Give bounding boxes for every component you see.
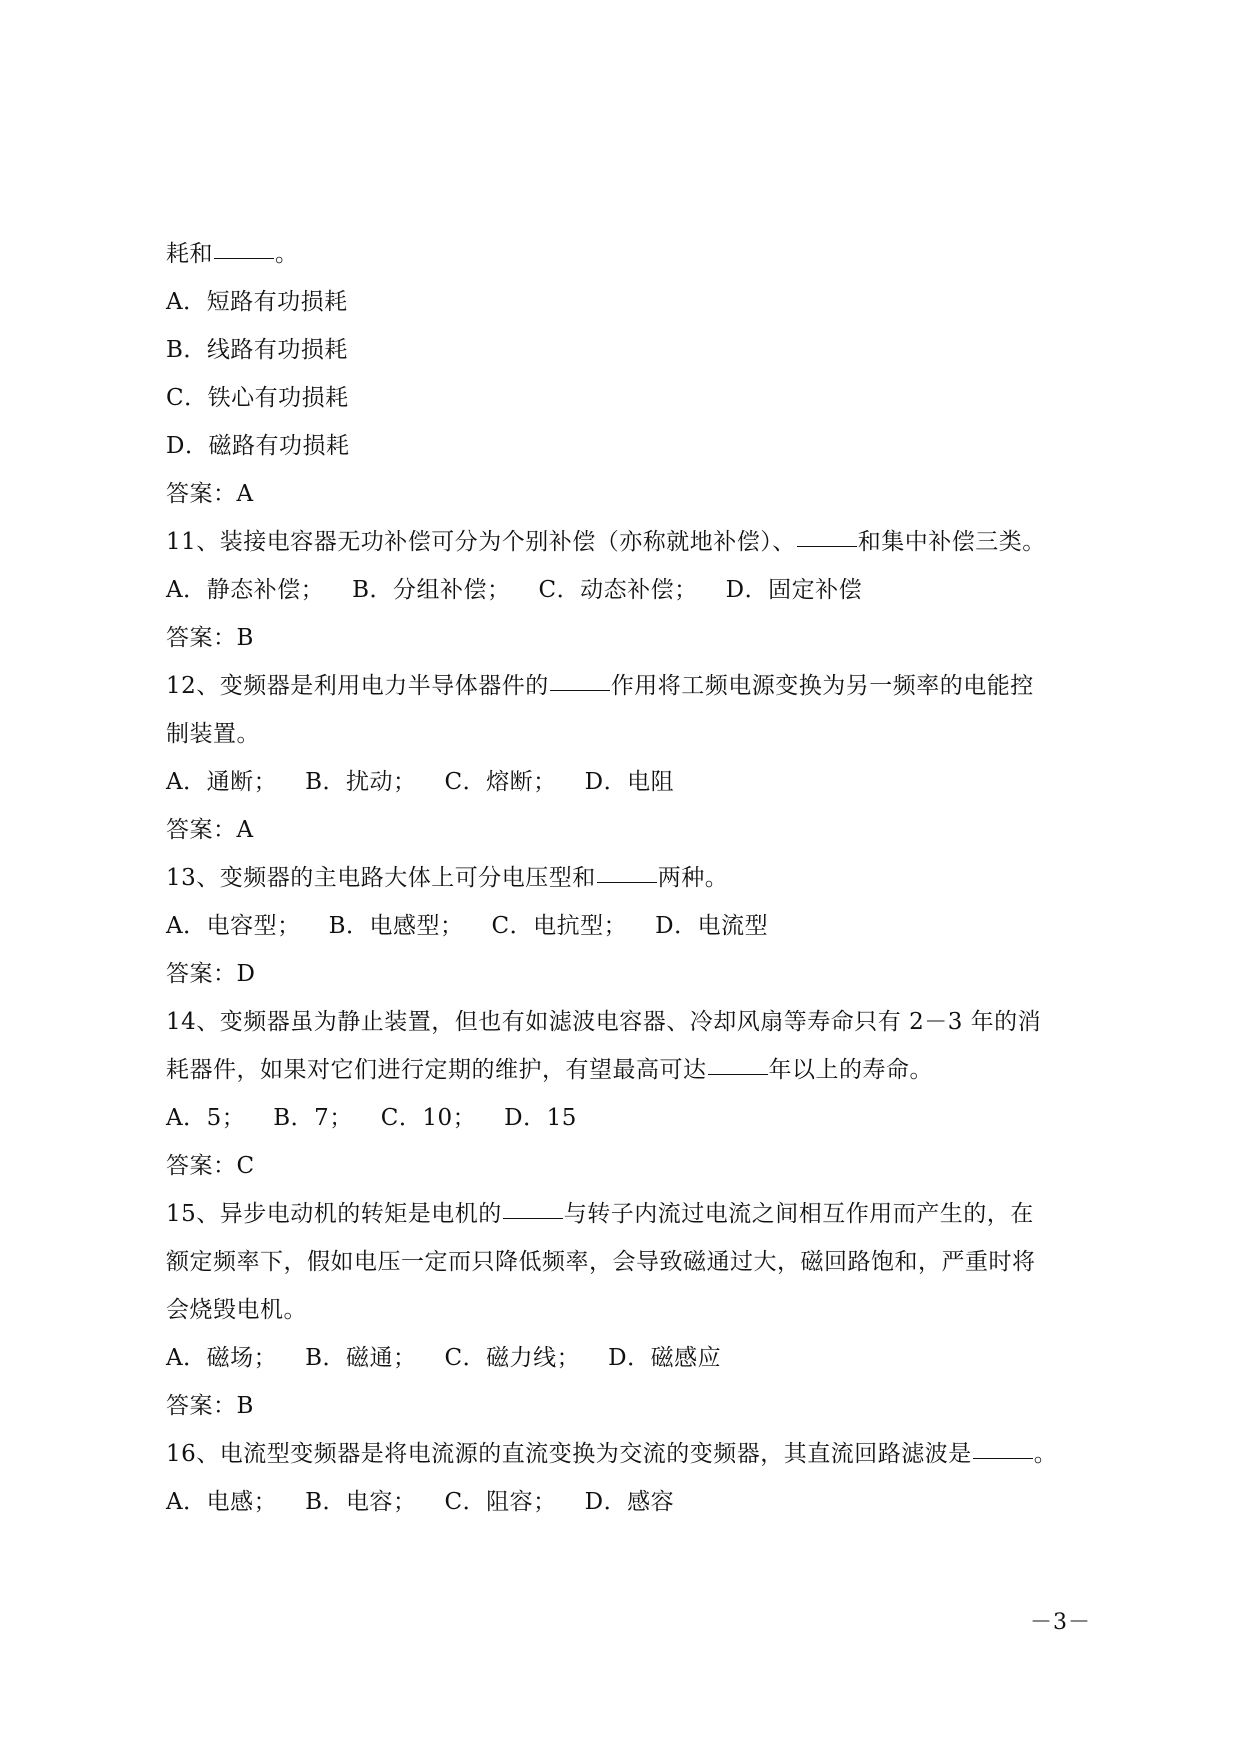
options-16 [166,1478,1096,1526]
answer-12: 答案：A [166,817,254,843]
option: C．磁力线； [444,1345,581,1371]
text: 作用将工频电源变换为另一频率的电能控 [610,673,1034,699]
options-14 [166,1094,1096,1142]
option: D．15 [504,1105,577,1131]
question-13 [166,854,1096,902]
text-line [166,230,1096,278]
option: A．静态补偿； [166,577,325,603]
question-12 [166,662,1096,710]
text: 两种。 [657,865,729,891]
option: A．5； [166,1105,246,1131]
option: B．电感型； [328,913,464,939]
option: A．电容型； [166,913,301,939]
question-14-cont [166,1046,1096,1094]
option: B．分组补偿； [352,577,511,603]
text: 耗器件，如果对它们进行定期的维护，有望最高可达 [166,1057,707,1083]
option: D．感容 [584,1489,675,1515]
answer-15: 答案：B [166,1393,254,1419]
option: A．电感； [166,1489,278,1515]
text: 。 [275,241,299,267]
option-b: B．线路有功损耗 [166,337,348,363]
option: B．扰动； [305,769,417,795]
option: D．电流型 [655,913,769,939]
option-c: C．铁心有功损耗 [166,385,349,411]
fill-blank [973,1457,1033,1459]
question-15-cont: 额定频率下，假如电压一定而只降低频率，会导致磁通过大，磁回路饱和，严重时将 [166,1249,1036,1275]
text: 11、装接电容器无功补偿可分为个别补偿（亦称就地补偿）、 [166,529,796,555]
text: 12、变频器是利用电力半导体器件的 [166,673,549,699]
option: C．动态补偿； [538,577,698,603]
question-15-cont: 会烧毁电机。 [166,1297,307,1323]
fill-blank [708,1073,768,1075]
option: B．磁通； [305,1345,417,1371]
options-13 [166,902,1096,950]
options-15 [166,1334,1096,1382]
text: 16、电流型变频器是将电流源的直流变换为交流的变频器，其直流回路滤波是 [166,1441,972,1467]
answer-13: 答案：D [166,961,256,987]
question-11 [166,518,1096,566]
option: D．固定补偿 [725,577,863,603]
page-number: －3－ [1030,1610,1091,1635]
text: 和集中补偿三类。 [857,529,1046,555]
answer-11: 答案：B [166,625,254,651]
text: 年以上的寿命。 [768,1057,933,1083]
option: A．通断； [166,769,278,795]
options-11 [166,566,1096,614]
option: C．熔断； [444,769,557,795]
option: C．电抗型； [491,913,628,939]
option-a: A．短路有功损耗 [166,289,348,315]
option: A．磁场； [166,1345,278,1371]
text: 耗和 [166,241,213,267]
question-16 [166,1430,1096,1478]
fill-blank [503,1217,563,1219]
option: B．电容； [305,1489,417,1515]
option: B．7； [273,1105,353,1131]
answer-line: 答案：A [166,481,254,507]
fill-blank [214,257,274,259]
option: D．电阻 [584,769,675,795]
option: D．磁感应 [608,1345,722,1371]
fill-blank [597,881,657,883]
fill-blank [550,689,610,691]
text: 与转子内流过电流之间相互作用而产生的，在 [563,1201,1034,1227]
text: 。 [1033,1441,1058,1467]
answer-14: 答案：C [166,1153,255,1179]
question-14: 14、变频器虽为静止装置，但也有如滤波电容器、冷却风扇等寿命只有 2－3 年的消 [166,1009,1042,1035]
options-12 [166,758,1096,806]
question-12-cont: 制装置。 [166,721,260,747]
text: 15、异步电动机的转矩是电机的 [166,1201,502,1227]
option-d: D．磁路有功损耗 [166,433,350,459]
question-list [166,230,1096,1526]
question-15 [166,1190,1096,1238]
option: C．10； [380,1105,477,1131]
option: C．阻容； [444,1489,557,1515]
fill-blank [797,545,857,547]
text: 13、变频器的主电路大体上可分电压型和 [166,865,596,891]
